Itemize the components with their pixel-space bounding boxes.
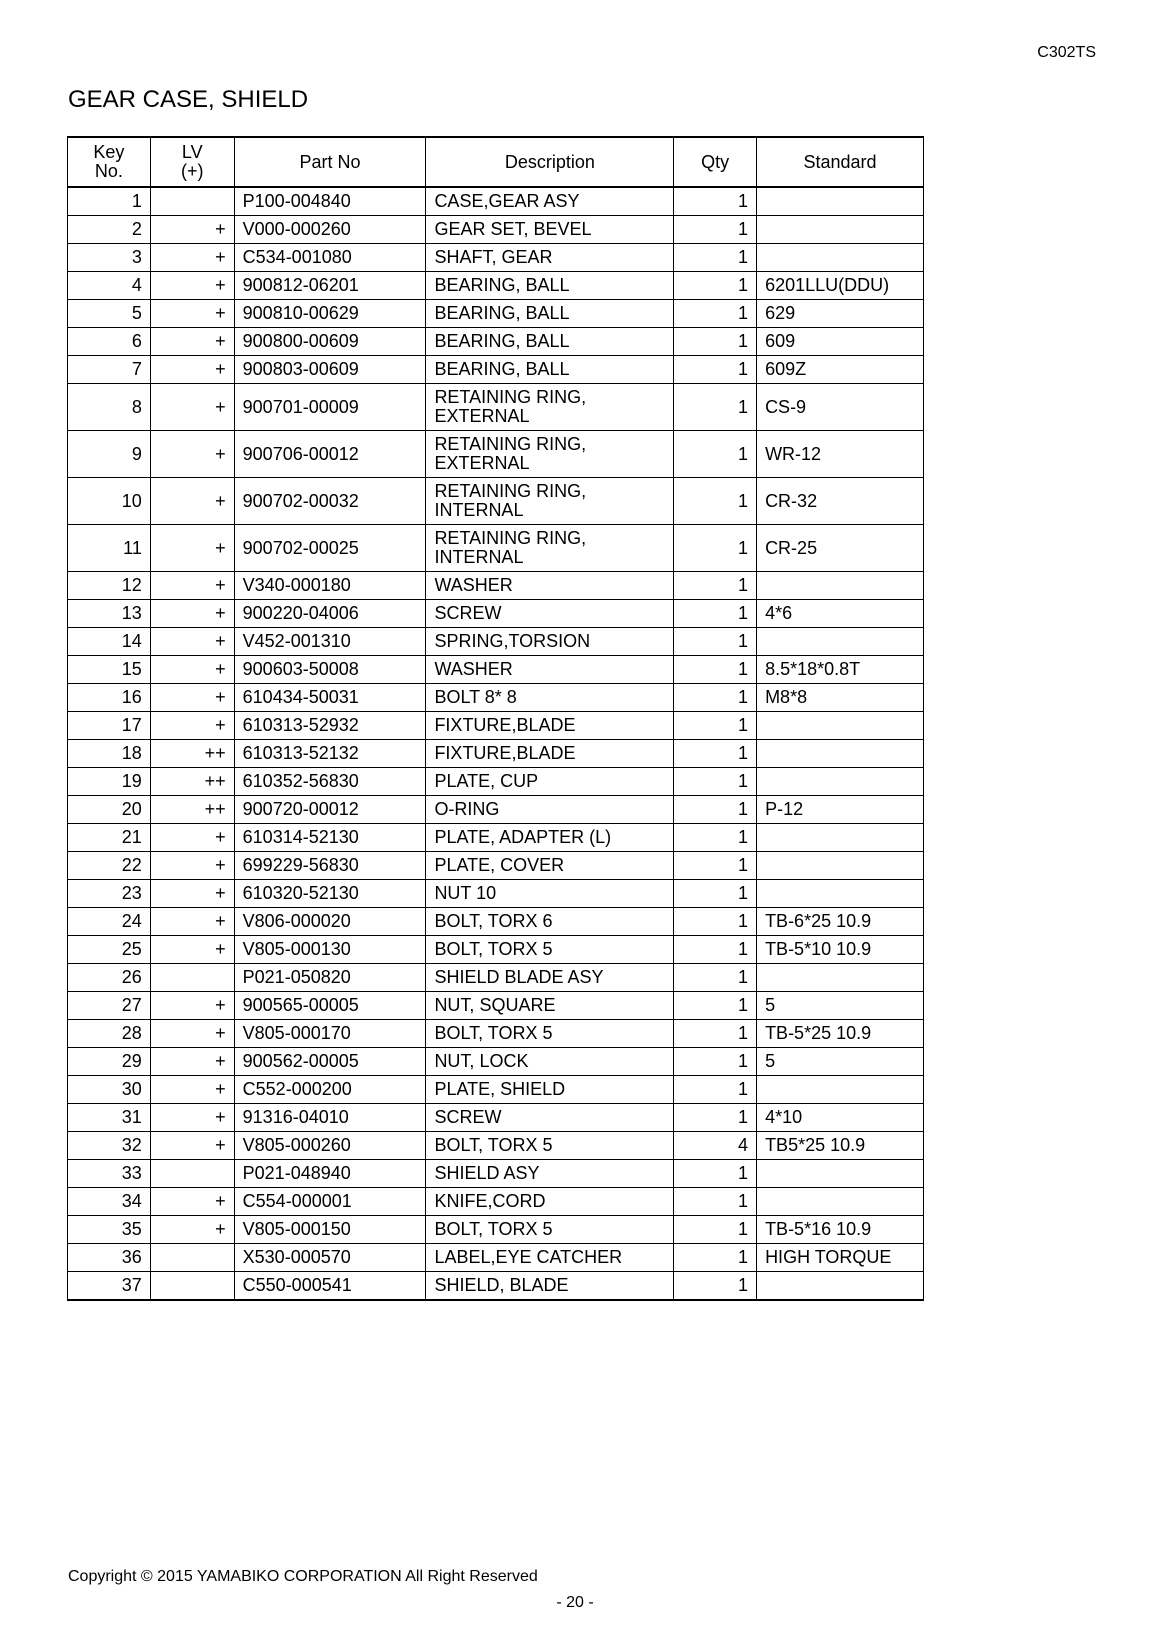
- cell-standard: CS-9: [757, 384, 924, 431]
- cell-part-no: C534-001080: [234, 244, 426, 272]
- cell-qty: 1: [674, 478, 757, 525]
- cell-key-no: 15: [68, 656, 151, 684]
- cell-part-no: X530-000570: [234, 1244, 426, 1272]
- table-row: [68, 1076, 924, 1104]
- cell-part-no: V000-000260: [234, 216, 426, 244]
- table-row: [68, 992, 924, 1020]
- cell-description: NUT, LOCK: [426, 1048, 674, 1076]
- cell-standard: [757, 1076, 924, 1104]
- cell-key-no: 8: [68, 384, 151, 431]
- cell-qty: 1: [674, 992, 757, 1020]
- cell-part-no: 900701-00009: [234, 384, 426, 431]
- cell-part-no: 900220-04006: [234, 600, 426, 628]
- cell-qty: 1: [674, 656, 757, 684]
- cell-part-no: C554-000001: [234, 1188, 426, 1216]
- cell-qty: 1: [674, 1160, 757, 1188]
- cell-qty: 1: [674, 572, 757, 600]
- cell-lv: [150, 1244, 234, 1272]
- cell-part-no: 610352-56830: [234, 768, 426, 796]
- cell-lv: +: [150, 300, 234, 328]
- cell-description: PLATE, SHIELD: [426, 1076, 674, 1104]
- table-row: [68, 684, 924, 712]
- cell-part-no: 900603-50008: [234, 656, 426, 684]
- cell-part-no: 699229-56830: [234, 852, 426, 880]
- table-row: [68, 356, 924, 384]
- cell-key-no: 36: [68, 1244, 151, 1272]
- cell-description: SCREW: [426, 600, 674, 628]
- cell-key-no: 21: [68, 824, 151, 852]
- cell-lv: +: [150, 852, 234, 880]
- table-row: [68, 187, 924, 216]
- cell-key-no: 6: [68, 328, 151, 356]
- table-row: [68, 1048, 924, 1076]
- cell-standard: TB-5*16 10.9: [757, 1216, 924, 1244]
- cell-qty: 1: [674, 1104, 757, 1132]
- cell-standard: HIGH TORQUE: [757, 1244, 924, 1272]
- cell-lv: +: [150, 684, 234, 712]
- cell-standard: 6201LLU(DDU): [757, 272, 924, 300]
- cell-description: PLATE, ADAPTER (L): [426, 824, 674, 852]
- cell-key-no: 29: [68, 1048, 151, 1076]
- cell-lv: +: [150, 356, 234, 384]
- table-row: [68, 328, 924, 356]
- cell-description: RETAINING RING, INTERNAL: [426, 525, 674, 572]
- cell-qty: 1: [674, 684, 757, 712]
- column-header-qty: Qty: [674, 137, 757, 187]
- cell-lv: +: [150, 936, 234, 964]
- cell-qty: 1: [674, 244, 757, 272]
- cell-lv: +: [150, 880, 234, 908]
- cell-key-no: 14: [68, 628, 151, 656]
- cell-lv: +: [150, 272, 234, 300]
- cell-standard: CR-32: [757, 478, 924, 525]
- cell-part-no: 900720-00012: [234, 796, 426, 824]
- cell-qty: 1: [674, 1188, 757, 1216]
- cell-description: BOLT, TORX 5: [426, 936, 674, 964]
- cell-qty: 1: [674, 187, 757, 216]
- model-code: C302TS: [1037, 44, 1096, 61]
- table-row: [68, 525, 924, 572]
- cell-description: SCREW: [426, 1104, 674, 1132]
- table-row: [68, 628, 924, 656]
- cell-description: SHIELD ASY: [426, 1160, 674, 1188]
- cell-part-no: 900810-00629: [234, 300, 426, 328]
- cell-part-no: 900562-00005: [234, 1048, 426, 1076]
- cell-lv: +: [150, 525, 234, 572]
- cell-part-no: 91316-04010: [234, 1104, 426, 1132]
- cell-standard: [757, 628, 924, 656]
- cell-part-no: 900800-00609: [234, 328, 426, 356]
- cell-part-no: 610313-52932: [234, 712, 426, 740]
- cell-standard: TB-5*10 10.9: [757, 936, 924, 964]
- cell-description: BEARING, BALL: [426, 356, 674, 384]
- cell-key-no: 35: [68, 1216, 151, 1244]
- cell-description: NUT 10: [426, 880, 674, 908]
- table-row: [68, 1188, 924, 1216]
- cell-key-no: 13: [68, 600, 151, 628]
- table-row: [68, 1104, 924, 1132]
- cell-key-no: 28: [68, 1020, 151, 1048]
- table-row: [68, 908, 924, 936]
- cell-description: BOLT 8* 8: [426, 684, 674, 712]
- table-row: [68, 936, 924, 964]
- cell-standard: [757, 216, 924, 244]
- cell-description: SPRING,TORSION: [426, 628, 674, 656]
- cell-key-no: 20: [68, 796, 151, 824]
- cell-key-no: 17: [68, 712, 151, 740]
- cell-lv: +: [150, 628, 234, 656]
- table-header-row: [68, 137, 924, 187]
- table-row: [68, 1244, 924, 1272]
- cell-qty: 1: [674, 525, 757, 572]
- cell-standard: P-12: [757, 796, 924, 824]
- table-row: [68, 1132, 924, 1160]
- cell-description: WASHER: [426, 572, 674, 600]
- cell-qty: 1: [674, 936, 757, 964]
- cell-lv: +: [150, 656, 234, 684]
- page-number: - 20 -: [556, 1594, 594, 1611]
- cell-qty: 1: [674, 768, 757, 796]
- cell-description: PLATE, CUP: [426, 768, 674, 796]
- cell-key-no: 4: [68, 272, 151, 300]
- column-header-part-no: Part No: [234, 137, 426, 187]
- cell-description: SHIELD, BLADE: [426, 1272, 674, 1301]
- cell-part-no: 610313-52132: [234, 740, 426, 768]
- cell-qty: 1: [674, 880, 757, 908]
- cell-part-no: 610314-52130: [234, 824, 426, 852]
- cell-key-no: 16: [68, 684, 151, 712]
- cell-lv: +: [150, 992, 234, 1020]
- cell-description: WASHER: [426, 656, 674, 684]
- cell-standard: [757, 824, 924, 852]
- cell-standard: TB5*25 10.9: [757, 1132, 924, 1160]
- cell-description: O-RING: [426, 796, 674, 824]
- cell-part-no: V805-000260: [234, 1132, 426, 1160]
- cell-part-no: V452-001310: [234, 628, 426, 656]
- cell-key-no: 26: [68, 964, 151, 992]
- table-row: [68, 740, 924, 768]
- cell-standard: [757, 1272, 924, 1301]
- cell-description: RETAINING RING, EXTERNAL: [426, 384, 674, 431]
- cell-part-no: V806-000020: [234, 908, 426, 936]
- cell-key-no: 9: [68, 431, 151, 478]
- cell-description: FIXTURE,BLADE: [426, 740, 674, 768]
- cell-part-no: 900565-00005: [234, 992, 426, 1020]
- cell-qty: 1: [674, 908, 757, 936]
- table-row: [68, 796, 924, 824]
- cell-standard: [757, 187, 924, 216]
- cell-standard: TB-5*25 10.9: [757, 1020, 924, 1048]
- cell-standard: 5: [757, 992, 924, 1020]
- cell-part-no: V805-000150: [234, 1216, 426, 1244]
- cell-lv: ++: [150, 768, 234, 796]
- cell-description: NUT, SQUARE: [426, 992, 674, 1020]
- cell-standard: CR-25: [757, 525, 924, 572]
- cell-qty: 1: [674, 964, 757, 992]
- cell-key-no: 22: [68, 852, 151, 880]
- cell-lv: +: [150, 824, 234, 852]
- cell-standard: 629: [757, 300, 924, 328]
- cell-part-no: C552-000200: [234, 1076, 426, 1104]
- cell-qty: 1: [674, 328, 757, 356]
- cell-lv: [150, 187, 234, 216]
- cell-description: RETAINING RING, EXTERNAL: [426, 431, 674, 478]
- column-header-lv: LV (+): [150, 137, 234, 187]
- cell-lv: +: [150, 1076, 234, 1104]
- cell-lv: +: [150, 328, 234, 356]
- cell-standard: M8*8: [757, 684, 924, 712]
- cell-lv: +: [150, 1048, 234, 1076]
- cell-key-no: 31: [68, 1104, 151, 1132]
- cell-lv: +: [150, 384, 234, 431]
- column-header-description: Description: [426, 137, 674, 187]
- cell-key-no: 19: [68, 768, 151, 796]
- cell-qty: 1: [674, 1048, 757, 1076]
- table-row: [68, 852, 924, 880]
- cell-qty: 4: [674, 1132, 757, 1160]
- cell-part-no: V340-000180: [234, 572, 426, 600]
- table-row: [68, 300, 924, 328]
- cell-standard: [757, 852, 924, 880]
- cell-qty: 1: [674, 1020, 757, 1048]
- cell-description: SHAFT, GEAR: [426, 244, 674, 272]
- cell-standard: TB-6*25 10.9: [757, 908, 924, 936]
- cell-part-no: 900706-00012: [234, 431, 426, 478]
- cell-description: RETAINING RING, INTERNAL: [426, 478, 674, 525]
- table-row: [68, 1020, 924, 1048]
- cell-standard: 8.5*18*0.8T: [757, 656, 924, 684]
- cell-qty: 1: [674, 1244, 757, 1272]
- cell-qty: 1: [674, 600, 757, 628]
- table-row: [68, 431, 924, 478]
- table-row: [68, 1216, 924, 1244]
- cell-standard: [757, 964, 924, 992]
- cell-key-no: 33: [68, 1160, 151, 1188]
- cell-standard: [757, 880, 924, 908]
- table-row: [68, 272, 924, 300]
- cell-part-no: C550-000541: [234, 1272, 426, 1301]
- cell-description: FIXTURE,BLADE: [426, 712, 674, 740]
- cell-standard: 5: [757, 1048, 924, 1076]
- cell-key-no: 32: [68, 1132, 151, 1160]
- cell-standard: [757, 244, 924, 272]
- parts-table-body: [68, 187, 924, 1300]
- cell-part-no: 900702-00032: [234, 478, 426, 525]
- copyright-notice: Copyright © 2015 YAMABIKO CORPORATION All Right Reserved: [68, 1568, 538, 1585]
- cell-key-no: 11: [68, 525, 151, 572]
- cell-description: LABEL,EYE CATCHER: [426, 1244, 674, 1272]
- cell-qty: 1: [674, 1272, 757, 1301]
- cell-part-no: 610320-52130: [234, 880, 426, 908]
- cell-key-no: 5: [68, 300, 151, 328]
- cell-description: BOLT, TORX 6: [426, 908, 674, 936]
- cell-key-no: 25: [68, 936, 151, 964]
- cell-part-no: 900803-00609: [234, 356, 426, 384]
- cell-key-no: 2: [68, 216, 151, 244]
- cell-description: BEARING, BALL: [426, 300, 674, 328]
- cell-lv: [150, 1272, 234, 1301]
- cell-standard: [757, 1188, 924, 1216]
- cell-qty: 1: [674, 796, 757, 824]
- cell-description: BEARING, BALL: [426, 328, 674, 356]
- cell-lv: +: [150, 1188, 234, 1216]
- cell-description: KNIFE,CORD: [426, 1188, 674, 1216]
- table-row: [68, 880, 924, 908]
- cell-standard: 4*6: [757, 600, 924, 628]
- cell-description: BOLT, TORX 5: [426, 1132, 674, 1160]
- cell-qty: 1: [674, 628, 757, 656]
- cell-lv: +: [150, 1132, 234, 1160]
- cell-lv: ++: [150, 796, 234, 824]
- cell-standard: [757, 712, 924, 740]
- cell-key-no: 3: [68, 244, 151, 272]
- cell-lv: +: [150, 478, 234, 525]
- cell-standard: WR-12: [757, 431, 924, 478]
- cell-lv: +: [150, 712, 234, 740]
- cell-key-no: 1: [68, 187, 151, 216]
- cell-lv: [150, 964, 234, 992]
- table-row: [68, 1160, 924, 1188]
- cell-key-no: 27: [68, 992, 151, 1020]
- cell-standard: 4*10: [757, 1104, 924, 1132]
- parts-table: [67, 136, 924, 1301]
- cell-description: CASE,GEAR ASY: [426, 187, 674, 216]
- cell-qty: 1: [674, 431, 757, 478]
- cell-lv: +: [150, 572, 234, 600]
- cell-qty: 1: [674, 356, 757, 384]
- cell-part-no: P100-004840: [234, 187, 426, 216]
- cell-lv: ++: [150, 740, 234, 768]
- cell-qty: 1: [674, 740, 757, 768]
- cell-standard: 609: [757, 328, 924, 356]
- cell-qty: 1: [674, 272, 757, 300]
- cell-part-no: V805-000130: [234, 936, 426, 964]
- table-row: [68, 600, 924, 628]
- cell-standard: [757, 572, 924, 600]
- cell-description: PLATE, COVER: [426, 852, 674, 880]
- cell-qty: 1: [674, 824, 757, 852]
- table-row: [68, 216, 924, 244]
- cell-part-no: 900702-00025: [234, 525, 426, 572]
- cell-lv: +: [150, 216, 234, 244]
- table-row: [68, 712, 924, 740]
- table-row: [68, 1272, 924, 1301]
- cell-standard: 609Z: [757, 356, 924, 384]
- cell-qty: 1: [674, 852, 757, 880]
- cell-description: SHIELD BLADE ASY: [426, 964, 674, 992]
- column-header-key-no: Key No.: [68, 137, 151, 187]
- cell-standard: [757, 1160, 924, 1188]
- table-row: [68, 384, 924, 431]
- cell-qty: 1: [674, 216, 757, 244]
- cell-key-no: 37: [68, 1272, 151, 1301]
- cell-standard: [757, 768, 924, 796]
- table-row: [68, 964, 924, 992]
- cell-standard: [757, 740, 924, 768]
- column-header-standard: Standard: [757, 137, 924, 187]
- cell-lv: +: [150, 431, 234, 478]
- cell-description: BOLT, TORX 5: [426, 1216, 674, 1244]
- table-row: [68, 572, 924, 600]
- cell-key-no: 23: [68, 880, 151, 908]
- cell-key-no: 24: [68, 908, 151, 936]
- cell-key-no: 12: [68, 572, 151, 600]
- cell-part-no: P021-048940: [234, 1160, 426, 1188]
- cell-key-no: 18: [68, 740, 151, 768]
- table-row: [68, 656, 924, 684]
- cell-lv: +: [150, 1020, 234, 1048]
- cell-lv: +: [150, 600, 234, 628]
- cell-part-no: P021-050820: [234, 964, 426, 992]
- cell-part-no: V805-000170: [234, 1020, 426, 1048]
- table-row: [68, 244, 924, 272]
- cell-qty: 1: [674, 712, 757, 740]
- cell-lv: +: [150, 1216, 234, 1244]
- table-row: [68, 768, 924, 796]
- cell-qty: 1: [674, 384, 757, 431]
- cell-key-no: 10: [68, 478, 151, 525]
- cell-description: BOLT, TORX 5: [426, 1020, 674, 1048]
- cell-description: BEARING, BALL: [426, 272, 674, 300]
- cell-lv: +: [150, 908, 234, 936]
- cell-lv: +: [150, 244, 234, 272]
- page-title: GEAR CASE, SHIELD: [68, 86, 309, 113]
- cell-qty: 1: [674, 1076, 757, 1104]
- cell-key-no: 7: [68, 356, 151, 384]
- cell-part-no: 900812-06201: [234, 272, 426, 300]
- cell-part-no: 610434-50031: [234, 684, 426, 712]
- cell-qty: 1: [674, 1216, 757, 1244]
- table-row: [68, 478, 924, 525]
- cell-key-no: 34: [68, 1188, 151, 1216]
- cell-key-no: 30: [68, 1076, 151, 1104]
- cell-lv: [150, 1160, 234, 1188]
- table-row: [68, 824, 924, 852]
- cell-description: GEAR SET, BEVEL: [426, 216, 674, 244]
- cell-lv: +: [150, 1104, 234, 1132]
- cell-qty: 1: [674, 300, 757, 328]
